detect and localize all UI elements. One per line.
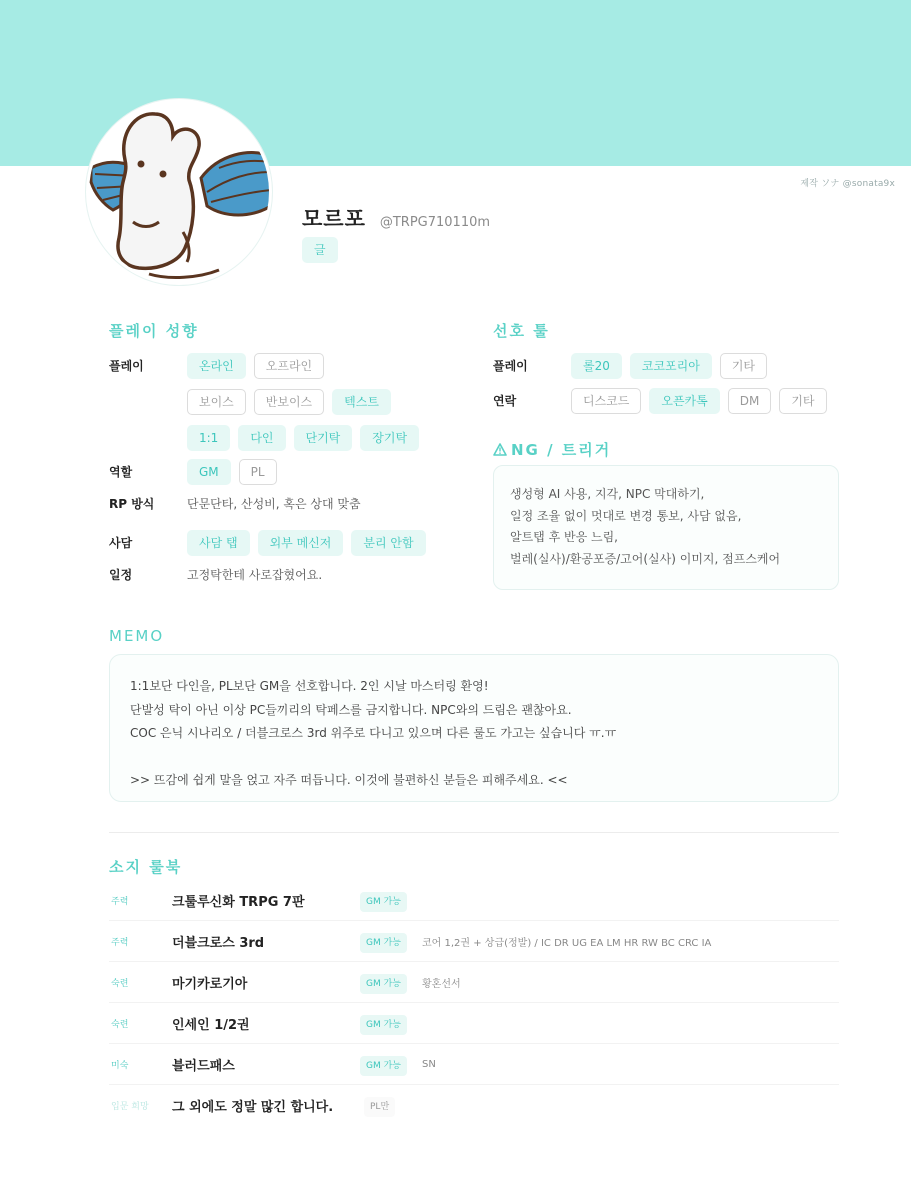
- sadam-pill: 분리 안함: [351, 530, 425, 556]
- ng-line: 알트탭 후 반응 느림,: [510, 530, 618, 544]
- role-pill: GM: [187, 459, 231, 485]
- role-label: 역할: [109, 465, 133, 479]
- gm-badge: GM 가능: [360, 974, 407, 994]
- play-style-title: 플레이 성향: [109, 322, 199, 340]
- memo-title: MEMO: [109, 627, 165, 645]
- profile-tag: [302, 237, 338, 263]
- profile-tag-pill: 글: [302, 237, 338, 263]
- rulebook-row: [109, 962, 839, 1003]
- warning-triangle-icon: [493, 443, 507, 456]
- rulebook-status: 입문 희망: [111, 1102, 149, 1112]
- profile-name: 모르포: [302, 207, 366, 231]
- tools-play-label: 플레이: [493, 359, 528, 373]
- rulebook-status: 주력: [111, 937, 129, 948]
- memo-line: 단발성 탁이 아닌 이상 PC들끼리의 탁페스를 금지합니다. NPC와의 드림은 괜찮아요.: [130, 702, 572, 717]
- sadam-pill: 사담 탭: [187, 530, 250, 556]
- avatar: [86, 99, 272, 285]
- memo-box: [109, 654, 839, 802]
- play-pill: 보이스: [187, 389, 246, 415]
- tool-pill: 기타: [720, 353, 767, 379]
- tool-pill: 코코포리아: [630, 353, 712, 379]
- ng-line: 일정 조율 없이 멋대로 변경 통보, 사담 없음,: [510, 508, 742, 523]
- rp-label: RP 방식: [109, 497, 155, 511]
- play-pill: 반보이스: [254, 389, 324, 415]
- rabbit-avatar-icon: [89, 102, 269, 282]
- play-label: 플레이: [109, 359, 144, 373]
- rulebook-title: 마기카로기아: [172, 976, 248, 992]
- rulebook-note: SN: [422, 1058, 436, 1070]
- sadam-pill: 외부 메신저: [258, 530, 344, 556]
- contact-pill: DM: [728, 388, 772, 414]
- ng-title: NG / 트리거: [511, 441, 612, 459]
- play-pill: 텍스트: [332, 389, 391, 415]
- sadam-row: [109, 530, 426, 556]
- contact-pill: 오픈카톡: [649, 388, 719, 414]
- gm-badge: GM 가능: [360, 1015, 407, 1035]
- contact-pill: 기타: [779, 388, 826, 414]
- tools-contact-label: 연락: [493, 394, 517, 408]
- rulebook-row: [109, 1085, 839, 1126]
- role-pill: PL: [239, 459, 277, 485]
- rulebook-row: [109, 921, 839, 962]
- rulebook-title: 더블크로스 3rd: [172, 935, 265, 951]
- rulebook-note: 황혼선서: [422, 978, 461, 990]
- play-pill: 오프라인: [254, 353, 324, 379]
- schedule-row: [109, 562, 322, 588]
- rulebook-note: 코어 1,2권 + 상급(정발) / IC DR UG EA LM HR RW BC CRC IA: [422, 937, 712, 949]
- schedule-label: 일정: [109, 568, 133, 582]
- play-pill: 단기탁: [294, 425, 353, 451]
- rp-value: 단문단타, 산성비, 혹은 상대 맞춤: [187, 497, 361, 511]
- profile-name-row: [302, 203, 490, 233]
- rulebook-status: 미숙: [111, 1060, 129, 1071]
- rulebook-title: 블러드패스: [172, 1058, 235, 1074]
- tool-pill: 롤20: [571, 353, 622, 379]
- memo-line: >> 뜨감에 쉽게 말을 얹고 자주 떠듭니다. 이것에 불편하신 분들은 피해주세요. <<: [130, 773, 568, 787]
- tools-play-row: [493, 353, 767, 379]
- play-pill: 온라인: [187, 353, 246, 379]
- schedule-value: 고정탁한테 사로잡혔어요.: [187, 568, 323, 582]
- ng-box: [493, 465, 839, 590]
- gm-badge: GM 가능: [360, 892, 407, 912]
- rulebook-row: [109, 1003, 839, 1044]
- section-divider: [109, 832, 839, 833]
- ng-line: 벌레(실사)/환공포증/고어(실사) 이미지, 점프스케어: [510, 551, 781, 566]
- contact-pill: 디스코드: [571, 388, 641, 414]
- profile-handle: @TRPG710110m: [379, 215, 491, 230]
- play-row: [109, 353, 419, 451]
- rulebook-status: 숙련: [111, 1019, 129, 1030]
- pl-badge: PL만: [364, 1097, 395, 1117]
- rulebook-status: 숙련: [111, 978, 129, 989]
- ng-line: 생성형 AI 사용, 지각, NPC 막대하기,: [510, 487, 705, 501]
- play-pill: 장기탁: [360, 425, 419, 451]
- rulebook-row: [109, 880, 839, 921]
- ng-heading: [493, 439, 611, 460]
- memo-line: 1:1보단 다인을, PL보단 GM을 선호합니다. 2인 시날 마스터링 환영!: [130, 679, 489, 693]
- gm-badge: GM 가능: [360, 933, 407, 953]
- sadam-label: 사담: [109, 536, 133, 550]
- rulebook-title: 인세인 1/2권: [172, 1017, 250, 1033]
- rp-row: [109, 491, 361, 517]
- memo-line: [130, 746, 818, 770]
- tools-contact-row: [493, 388, 827, 414]
- tools-title: 선호 툴: [493, 322, 550, 340]
- play-pill: 다인: [238, 425, 285, 451]
- play-pill: 1:1: [187, 425, 230, 451]
- role-row: [109, 459, 277, 485]
- rulebooks-title: 소지 룰북: [109, 858, 183, 876]
- gm-badge: GM 가능: [360, 1056, 407, 1076]
- rulebook-title: 그 외에도 정말 많긴 합니다.: [172, 1100, 334, 1115]
- rulebook-row: [109, 1044, 839, 1085]
- credit-text: 제작 ソナ @sonata9x: [800, 179, 895, 189]
- memo-line: COC 은닉 시나리오 / 더블크로스 3rd 위주로 다니고 있으며 다른 룰도 가고는 싶습니다 ㅠ.ㅠ: [130, 726, 617, 740]
- rulebook-status: 주력: [111, 896, 129, 907]
- rulebook-title: 크툴루신화 TRPG 7판: [172, 894, 305, 910]
